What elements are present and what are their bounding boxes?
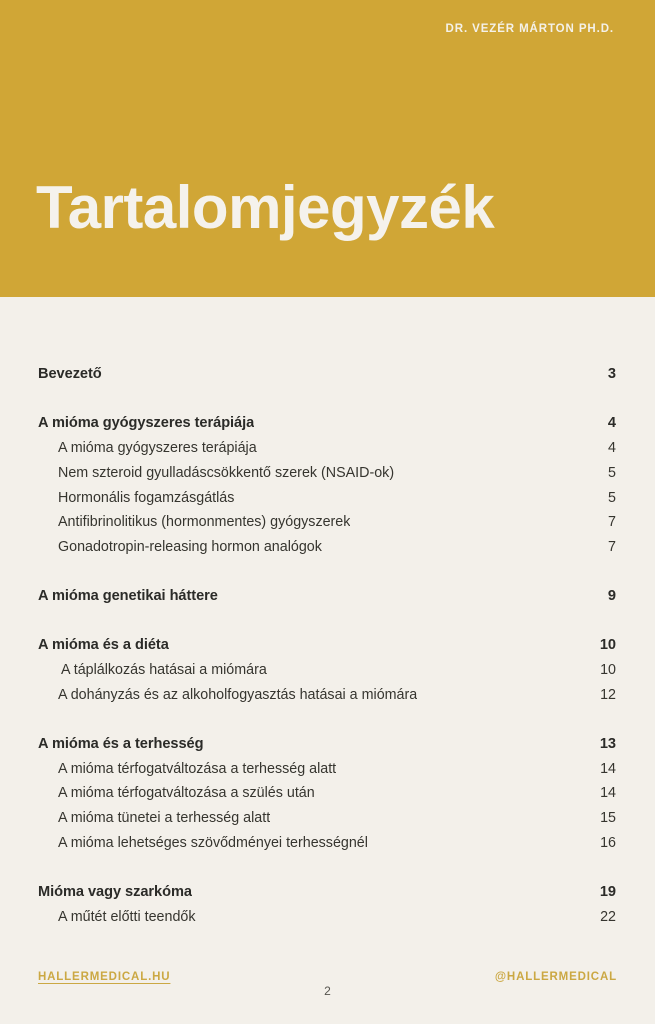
footer-page-number: 2 (324, 984, 331, 998)
footer-website-link[interactable]: HALLERMEDICAL.HU (38, 971, 171, 983)
toc-subsection-row[interactable] (38, 461, 616, 486)
toc-page-number: 9 (607, 587, 616, 604)
toc-group (38, 632, 616, 708)
toc-section-row[interactable] (38, 879, 616, 905)
toc-subsection-row[interactable] (38, 831, 616, 856)
toc-section-label: A mióma gyógyszeres terápiája (38, 415, 255, 431)
toc-page-number: 4 (608, 440, 616, 456)
author-byline: DR. VEZÉR MÁRTON PH.D. (445, 23, 614, 35)
toc-group (38, 410, 616, 560)
toc-subsection-row[interactable] (38, 486, 616, 511)
header-band (0, 0, 655, 297)
toc-page-number: 7 (608, 514, 616, 531)
toc-section-row[interactable] (38, 731, 616, 757)
toc-section-label: Mióma vagy szarkóma (38, 883, 192, 900)
toc-group (38, 583, 616, 609)
toc-subsection-label: A műtét előtti teendők (58, 908, 196, 925)
toc-subsection-label: A mióma térfogatváltozása a terhesség alatt (58, 760, 337, 777)
toc-subsection-label: A mióma tünetei a terhesség alatt (58, 810, 271, 827)
toc-page-number: 3 (607, 366, 616, 382)
toc-subsection-row[interactable] (38, 535, 616, 560)
toc-page-number: 19 (599, 883, 616, 900)
toc-page-number: 4 (607, 415, 616, 431)
footer-social-handle[interactable]: @HALLERMEDICAL (494, 971, 617, 983)
toc-group (38, 731, 616, 856)
toc-subsection-row[interactable] (38, 757, 616, 782)
toc-subsection-row[interactable] (38, 683, 616, 708)
toc-section-label: Bevezető (38, 366, 102, 382)
toc-subsection-label: Nem szteroid gyulladáscsökkentő szerek (NSAID-ok) (58, 464, 395, 481)
toc-section-row[interactable] (38, 632, 616, 658)
page-title: Tartalomjegyzék (36, 174, 495, 242)
toc-subsection-row[interactable] (38, 510, 616, 535)
toc-page-number: 5 (608, 464, 616, 481)
page-footer (0, 966, 655, 1024)
toc-group (38, 361, 616, 387)
toc-subsection-label: Gonadotropin-releasing hormon analógok (58, 539, 322, 556)
toc-page-number: 22 (600, 908, 616, 925)
toc-page-number: 12 (600, 686, 616, 703)
toc-group (38, 879, 616, 930)
toc-page-number: 13 (599, 735, 616, 752)
toc-page-number: 14 (600, 760, 616, 777)
toc-subsection-label: A táplálkozás hatásai a miómára (61, 661, 267, 678)
toc-subsection-label: Antifibrinolitikus (hormonmentes) gyógyszerek (58, 514, 351, 531)
toc-page-number: 5 (608, 489, 616, 506)
toc-page-number: 10 (599, 636, 616, 653)
toc-subsection-label: A dohányzás és az alkoholfogyasztás hatásai a miómára (58, 686, 418, 703)
table-of-contents (0, 297, 655, 930)
toc-section-row[interactable] (38, 583, 616, 609)
toc-subsection-label: A mióma lehetséges szövődményei terhességnél (58, 834, 368, 851)
toc-subsection-row[interactable] (38, 436, 616, 461)
toc-section-label: A mióma genetikai háttere (38, 587, 218, 604)
toc-page-number: 14 (600, 785, 616, 802)
toc-section-row[interactable] (38, 410, 616, 436)
toc-subsection-label: Hormonális fogamzásgátlás (58, 489, 235, 506)
toc-subsection-label: A mióma gyógyszeres terápiája (58, 440, 257, 456)
toc-subsection-row[interactable] (38, 806, 616, 831)
toc-section-label: A mióma és a terhesség (38, 735, 204, 752)
toc-page-number: 16 (600, 834, 616, 851)
toc-section-row[interactable] (38, 361, 616, 387)
toc-section-label: A mióma és a diéta (38, 636, 169, 653)
toc-page-number: 7 (608, 539, 616, 556)
toc-subsection-row[interactable] (38, 781, 616, 806)
toc-page-number: 15 (600, 810, 616, 827)
toc-subsection-row[interactable] (38, 905, 616, 930)
toc-list (0, 297, 655, 930)
toc-subsection-row[interactable] (38, 658, 616, 683)
toc-page-number: 10 (600, 661, 616, 678)
toc-subsection-label: A mióma térfogatváltozása a szülés után (58, 785, 315, 802)
